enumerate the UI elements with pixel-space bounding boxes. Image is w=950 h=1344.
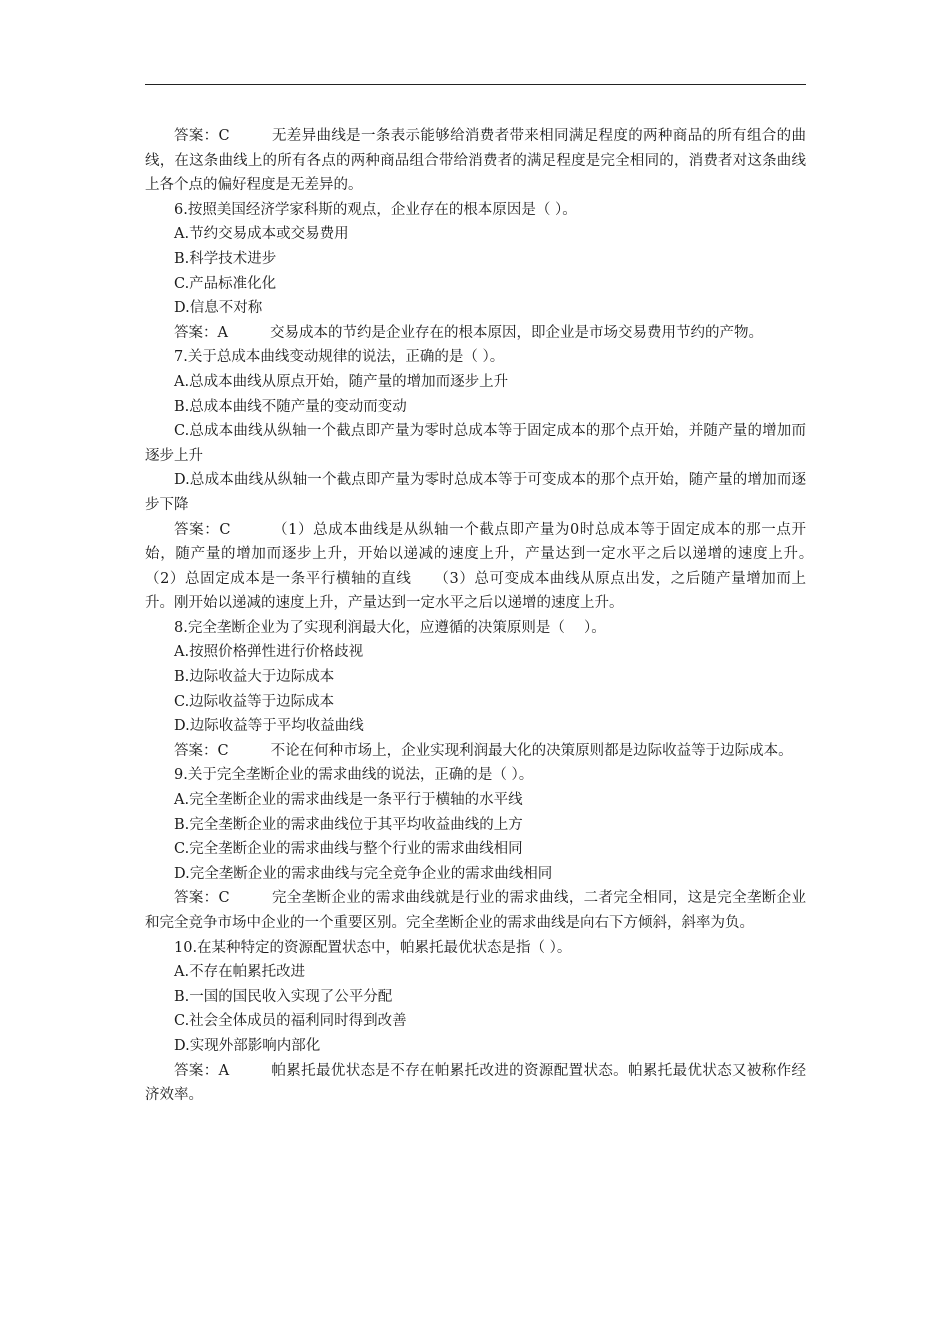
document-body [145,124,835,1108]
option-text: A.完全垄断企业的需求曲线是一条平行于横轴的水平线 [174,792,523,809]
option-text: C.边际收益等于边际成本 [174,693,335,710]
answer-label: 答案：C [174,521,231,538]
answer-explanation: 交易成本的节约是企业存在的根本原因，即企业是市场交易费用节约的产物。 [269,324,763,341]
question-text: 7.关于总成本曲线变动规律的说法，正确的是（ ）。 [174,349,505,366]
question-text: 6.按照美国经济学家科斯的观点，企业存在的根本原因是（ ）。 [174,201,577,218]
answer-explanation: 帕累托最优状态是不存在帕累托改进的资源配置状态。帕累托最优状态又被称作经济效率。 [145,1062,806,1104]
answer-paragraph [145,518,835,616]
answer-paragraph [145,1059,806,1108]
option-text: D.总成本曲线从纵轴一个截点即产量为零时总成本等于可变成本的那个点开始，随产量的增加而逐步下降 [145,472,806,513]
option-text: D.实现外部影响内部化 [174,1037,321,1054]
answer-explanation: 不论在何种市场上，企业实现利润最大化的决策原则都是边际收益等于边际成本。 [270,742,793,759]
option-text: B.一国的国民收入实现了公平分配 [174,988,393,1005]
answer-paragraph [145,739,806,764]
answer-label: 答案：A [174,324,228,341]
answer-paragraph [145,321,806,346]
answer-paragraph [145,886,806,935]
question-text: 8.完全垄断企业为了实现利润最大化，应遵循的决策原则是（ ）。 [174,619,606,636]
option-text: D.边际收益等于平均收益曲线 [174,718,364,735]
option-text: A.节约交易成本或交易费用 [174,226,349,243]
option-text: B.完全垄断企业的需求曲线位于其平均收益曲线的上方 [174,816,523,833]
answer-explanation: 完全垄断企业的需求曲线就是行业的需求曲线，二者完全相同，这是完全垄断企业和完全竞争市场中企业的一个重要区别。完全垄断企业的需求曲线是向右下方倾斜，斜率为负。 [145,890,806,931]
answer-label: 答案：C [174,890,230,907]
option-text: C.总成本曲线从纵轴一个截点即产量为零时总成本等于固定成本的那个点开始，并随产量的增加而逐步上升 [145,423,806,464]
option-text: C.完全垄断企业的需求曲线与整个行业的需求曲线相同 [174,841,523,858]
option-text: B.边际收益大于边际成本 [174,669,335,686]
header-rule [145,84,806,85]
answer-paragraph [145,124,806,198]
answer-explanation: 无差异曲线是一条表示能够给消费者带来相同满足程度的两种商品的所有组合的曲线，在这条曲线上的所有各点的两种商品组合带给消费者的满足程度是完全相同的，消费者对这条曲线上各个点的偏好程度是无差异的。 [145,128,806,194]
question-text: 10.在某种特定的资源配置状态中，帕累托最优状态是指（ ）。 [174,939,572,956]
question-text: 9.关于完全垄断企业的需求曲线的说法，正确的是（ ）。 [174,767,534,784]
answer-explanation: （1）总成本曲线是从纵轴一个截点即产量为0时总成本等于固定成本的那一点开始，随产量的增加而逐步上升，开始以递减的速度上升，产量达到一定水平之后以递增的速度上升。 （2）总固定成本是一条平行横轴的直线 （3）总可变成本曲线从原点出发，之后随产量增加而上升。刚开始以递减的速度上升，产量达到一定水平之后以递增的速度上升。 [145,521,835,612]
answer-label: 答案：C [174,128,230,144]
option-text: B.总成本曲线不随产量的变动而变动 [174,398,407,415]
option-text: D.信息不对称 [174,300,263,317]
option-text: B.科学技术进步 [174,250,277,267]
option-text: A.不存在帕累托改进 [174,964,306,981]
option-text: C.社会全体成员的福利同时得到改善 [174,1013,407,1030]
option-text: D.完全垄断企业的需求曲线与完全竞争企业的需求曲线相同 [174,865,553,882]
option-text: A.按照价格弹性进行价格歧视 [174,644,364,661]
answer-label: 答案：C [174,742,229,759]
answer-label: 答案：A [174,1062,230,1079]
option-text: A.总成本曲线从原点开始，随产量的增加而逐步上升 [174,373,509,390]
option-text: C.产品标准化化 [174,275,277,292]
